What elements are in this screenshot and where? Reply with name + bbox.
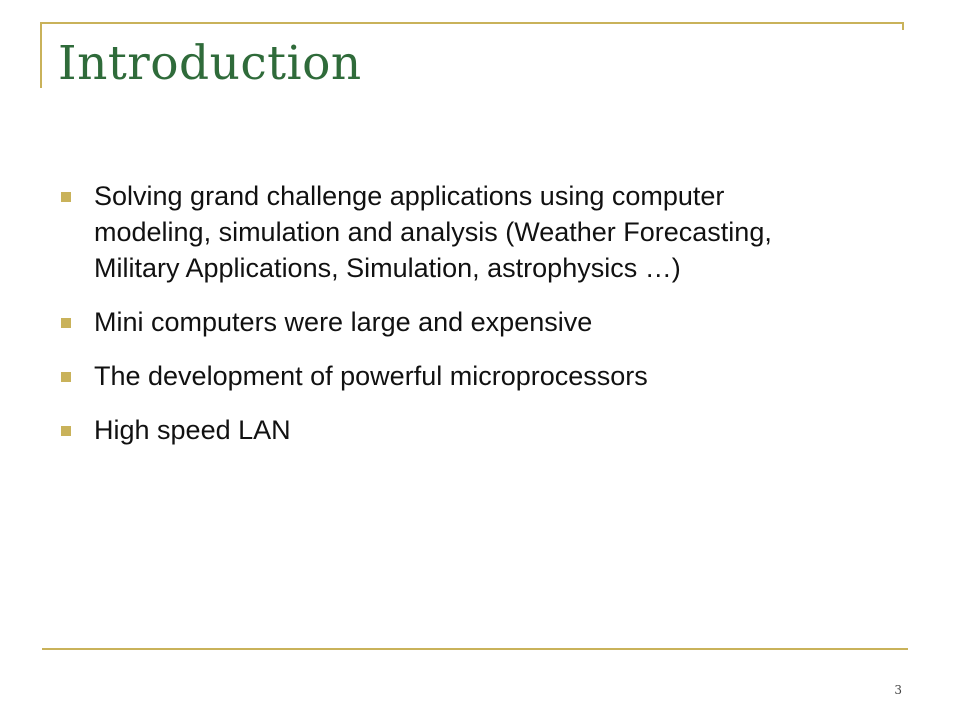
page-number: 3: [894, 683, 902, 697]
bullet-text: Mini computers were large and expensive: [94, 307, 593, 337]
square-bullet-icon: [61, 318, 71, 328]
slide-title: Introduction: [58, 36, 362, 91]
bullet-item: [58, 412, 818, 448]
bullet-text: High speed LAN: [94, 415, 291, 445]
bullet-item: [58, 178, 818, 286]
bullet-item: [58, 304, 818, 340]
title-frame-right-tick: [902, 22, 904, 30]
square-bullet-icon: [61, 192, 71, 202]
bullet-item: [58, 358, 818, 394]
bullet-list: [58, 178, 818, 466]
title-frame-left-line: [40, 22, 42, 88]
bullet-text: Solving grand challenge applications using computer modeling, simulation and analysis (Weather Forecasting, Military Applications, Simulation, astrophysics …): [94, 181, 772, 283]
title-frame-top-line: [40, 22, 904, 24]
bullet-text: The development of powerful microprocessors: [94, 361, 648, 391]
footer-divider: [42, 648, 908, 650]
square-bullet-icon: [61, 426, 71, 436]
square-bullet-icon: [61, 372, 71, 382]
